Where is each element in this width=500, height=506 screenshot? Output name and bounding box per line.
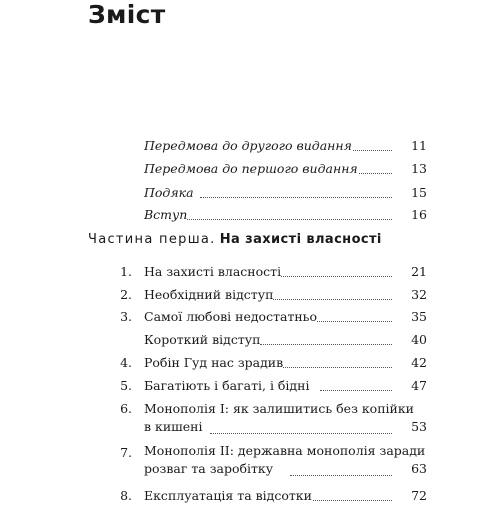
toc-chapter[interactable] <box>0 307 500 327</box>
chapter-page: 53 <box>411 419 427 434</box>
chapter-page: 63 <box>411 461 427 476</box>
chapter-title: Самої любові недостатньо <box>144 307 317 327</box>
dot-leader <box>290 475 392 476</box>
toc-entry-title: Вступ <box>144 205 187 225</box>
dot-leader <box>185 219 392 220</box>
toc-entry[interactable] <box>0 183 500 203</box>
toc-entry-title: Передмова до другого видання <box>144 136 352 156</box>
chapter-title: Робін Гуд нас зрадив <box>144 353 283 373</box>
dot-leader <box>270 367 392 368</box>
chapter-title: Короткий відступ <box>144 330 260 350</box>
toc-chapter[interactable] <box>0 353 500 373</box>
dot-leader <box>320 390 392 391</box>
toc-entry[interactable] <box>0 205 500 225</box>
toc-entry[interactable] <box>0 136 500 156</box>
chapter-number: 4. <box>120 355 132 370</box>
toc-entry-title: Подяка <box>144 183 194 203</box>
chapter-page: 42 <box>411 355 427 370</box>
chapter-page: 40 <box>411 332 427 347</box>
toc-chapter[interactable] <box>0 262 500 282</box>
chapter-number: 6. <box>120 401 132 416</box>
dot-leader <box>210 433 392 434</box>
toc-chapter[interactable] <box>0 399 500 439</box>
toc-chapter[interactable] <box>0 443 500 483</box>
toc-chapter[interactable] <box>0 330 500 350</box>
page-title: Зміст <box>88 0 166 29</box>
chapter-title-line1: Монополія I: як залишитись без копійки <box>144 399 414 419</box>
toc-entry-page: 13 <box>411 161 427 176</box>
part-label: Частина перша. <box>88 232 216 247</box>
part-heading <box>88 232 382 247</box>
chapter-number: 3. <box>120 309 132 324</box>
chapter-number: 2. <box>120 287 132 302</box>
chapter-number: 7. <box>120 445 132 460</box>
chapter-title: На захисті власності <box>144 262 281 282</box>
toc-chapter[interactable] <box>0 486 500 506</box>
chapter-page: 47 <box>411 378 427 393</box>
toc-entry-title: Передмова до першого видання <box>144 159 358 179</box>
toc-chapter[interactable] <box>0 376 500 396</box>
chapter-page: 35 <box>411 309 427 324</box>
chapter-title: Необхідний відступ <box>144 285 273 305</box>
chapter-page: 72 <box>411 488 427 503</box>
part-title: На захисті власності <box>219 232 382 247</box>
toc-entry-page: 11 <box>411 138 427 153</box>
chapter-page: 21 <box>411 264 427 279</box>
chapter-page: 32 <box>411 287 427 302</box>
dot-leader <box>260 344 392 345</box>
chapter-title: Експлуатація та відсотки <box>144 486 312 506</box>
toc-entry-page: 15 <box>411 185 427 200</box>
toc-entry[interactable] <box>0 159 500 179</box>
chapter-number: 8. <box>120 488 132 503</box>
chapter-title: Багатіють і багаті, і бідні <box>144 376 309 396</box>
chapter-number: 1. <box>120 264 132 279</box>
chapter-title-line2: в кишені <box>144 417 203 437</box>
chapter-title-line1: Монополія II: державна монополія заради <box>144 441 425 461</box>
toc-entry-page: 16 <box>411 207 427 222</box>
toc-chapter[interactable] <box>0 285 500 305</box>
chapter-title-line2: розваг та заробітку <box>144 459 273 479</box>
dot-leader <box>200 197 392 198</box>
dot-leader <box>300 500 392 501</box>
chapter-number: 5. <box>120 378 132 393</box>
